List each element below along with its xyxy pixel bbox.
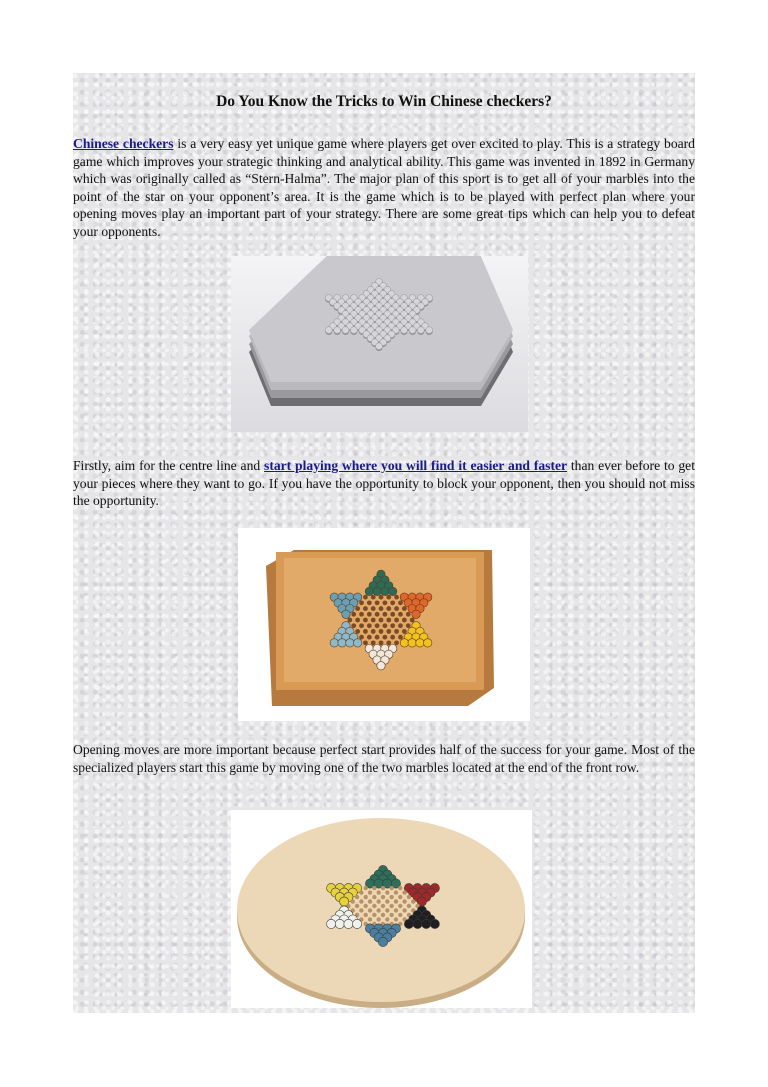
- marble: [413, 919, 422, 928]
- marble: [353, 639, 361, 647]
- marble: [398, 623, 403, 628]
- marble: [376, 917, 380, 921]
- marble: [363, 595, 368, 600]
- marble: [363, 640, 368, 645]
- marble: [406, 623, 411, 628]
- marble: [368, 890, 372, 894]
- marble: [411, 899, 415, 903]
- marble: [402, 890, 406, 894]
- marble: [364, 895, 368, 899]
- marble: [338, 639, 346, 647]
- marble: [359, 600, 364, 605]
- marble: [379, 640, 384, 645]
- marble: [352, 919, 361, 928]
- marble: [426, 327, 433, 334]
- marble: [375, 635, 380, 640]
- marble: [367, 635, 372, 640]
- marble: [355, 618, 360, 623]
- marble: [364, 886, 368, 890]
- marble: [407, 904, 411, 908]
- marble: [342, 327, 349, 334]
- marble: [398, 635, 403, 640]
- marble: [359, 635, 364, 640]
- marble: [371, 629, 376, 634]
- marble: [376, 908, 380, 912]
- marble: [371, 640, 376, 645]
- marble: [344, 919, 353, 928]
- paragraph-tips: [73, 457, 695, 510]
- marble: [401, 327, 408, 334]
- document-page: [73, 73, 695, 1013]
- marble: [389, 913, 393, 917]
- marble: [376, 890, 380, 894]
- marble: [371, 618, 376, 623]
- marble: [389, 886, 393, 890]
- marble: [406, 612, 411, 617]
- marble: [417, 327, 424, 334]
- marble: [398, 612, 403, 617]
- marble: [364, 913, 368, 917]
- marble: [382, 600, 387, 605]
- marble: [350, 327, 357, 334]
- marble: [402, 606, 407, 611]
- marble: [402, 629, 407, 634]
- marble: [386, 618, 391, 623]
- marble: [398, 895, 402, 899]
- marble: [375, 623, 380, 628]
- marble: [373, 587, 381, 595]
- marble: [359, 623, 364, 628]
- marble: [402, 899, 406, 903]
- marble: [334, 327, 341, 334]
- marble: [385, 917, 389, 921]
- marble: [355, 629, 360, 634]
- marble: [368, 917, 372, 921]
- marble: [359, 612, 364, 617]
- marble: [386, 595, 391, 600]
- marble: [394, 618, 399, 623]
- article-title: Do You Know the Tricks to Win Chinese checkers?: [216, 93, 552, 110]
- marble: [375, 600, 380, 605]
- marble: [378, 937, 387, 946]
- marble: [381, 587, 389, 595]
- marble: [394, 629, 399, 634]
- marble: [385, 908, 389, 912]
- marble: [400, 639, 408, 647]
- marble: [408, 639, 416, 647]
- paragraph-tips-text-before: Firstly, aim for the centre line and: [73, 458, 265, 473]
- marble: [394, 890, 398, 894]
- marble: [385, 899, 389, 903]
- marble: [389, 904, 393, 908]
- marble: [381, 886, 385, 890]
- paragraph-intro-text: is a very easy yet unique game where players get over excited to play. This is a strategy board game which improves your strategic thinking and analytical ability. This game was invented in 1892 in Germany which was originally called as “Stern-Halma”. The major plan of this sport is to get all of your marbles into the point of the star on your opponent’s area. It is the game which is to be played with perfect plan where your opening moves play an important part of your strategy. There are some great tips which can help you to defeat your opponents.: [73, 136, 695, 239]
- marble: [367, 623, 372, 628]
- marble: [402, 618, 407, 623]
- marble: [363, 618, 368, 623]
- marble: [367, 600, 372, 605]
- marble: [416, 639, 424, 647]
- marble: [382, 635, 387, 640]
- marble: [342, 610, 350, 618]
- marble: [398, 904, 402, 908]
- marble: [430, 919, 439, 928]
- marble: [359, 890, 363, 894]
- marble: [394, 640, 399, 645]
- marble: [381, 913, 385, 917]
- marble: [422, 919, 431, 928]
- marble: [394, 917, 398, 921]
- marble: [390, 635, 395, 640]
- marble: [410, 618, 415, 623]
- marble: [363, 629, 368, 634]
- marble: [409, 327, 416, 334]
- marble: [355, 904, 359, 908]
- marble: [372, 913, 376, 917]
- marble: [355, 606, 360, 611]
- marble: [364, 904, 368, 908]
- marble: [379, 618, 384, 623]
- marble: [375, 612, 380, 617]
- marble: [351, 612, 356, 617]
- marble: [368, 899, 372, 903]
- marble: [388, 587, 396, 595]
- marble: [381, 904, 385, 908]
- marble: [398, 913, 402, 917]
- paragraph-opening-moves: Opening moves are more important because perfect start provides half of the success for your game. Most of the specialized players start this game by moving one of the two marbles located at the end of the front row.: [73, 742, 695, 775]
- marble: [407, 895, 411, 899]
- marble: [372, 886, 376, 890]
- marble: [351, 623, 356, 628]
- marble: [386, 629, 391, 634]
- marble: [424, 639, 432, 647]
- marble: [386, 606, 391, 611]
- marble: [365, 587, 373, 595]
- marble: [386, 640, 391, 645]
- marble: [398, 886, 402, 890]
- marble: [382, 612, 387, 617]
- marble: [402, 908, 406, 912]
- paragraph-intro: [73, 135, 695, 241]
- marble: [359, 899, 363, 903]
- marble: [398, 600, 403, 605]
- marble: [351, 899, 355, 903]
- marble: [377, 662, 385, 670]
- marble: [379, 595, 384, 600]
- start-playing-link[interactable]: start playing where you will find it easier and faster: [264, 458, 568, 473]
- marble: [379, 606, 384, 611]
- marble: [371, 595, 376, 600]
- gray-star-board-image: [231, 256, 528, 432]
- marble: [390, 600, 395, 605]
- marble: [379, 629, 384, 634]
- marble: [359, 908, 363, 912]
- marble: [376, 343, 383, 350]
- paragraph-tips-text-after: than ever before to get your pieces where they want to go. If you have the opportunity to block your opponent, then you should not miss the opportunity.: [73, 458, 695, 509]
- marble: [389, 895, 393, 899]
- marble: [382, 623, 387, 628]
- marble: [327, 919, 336, 928]
- marble: [363, 606, 368, 611]
- marble: [347, 618, 352, 623]
- marble: [335, 919, 344, 928]
- marble: [330, 639, 338, 647]
- marble: [394, 595, 399, 600]
- marble: [368, 908, 372, 912]
- marble: [385, 890, 389, 894]
- marble: [394, 606, 399, 611]
- marble: [372, 895, 376, 899]
- marble: [371, 606, 376, 611]
- marble: [412, 610, 420, 618]
- marble: [390, 623, 395, 628]
- marble: [376, 899, 380, 903]
- marble: [325, 327, 332, 334]
- marble: [381, 895, 385, 899]
- marble: [404, 919, 413, 928]
- marble: [394, 899, 398, 903]
- marble: [346, 639, 354, 647]
- round-wooden-board-image: [231, 810, 532, 1008]
- wooden-star-board-image: [238, 528, 530, 721]
- marble: [372, 904, 376, 908]
- marble: [390, 612, 395, 617]
- chinese-checkers-link[interactable]: Chinese checkers: [73, 136, 174, 151]
- marble: [394, 908, 398, 912]
- marble: [355, 895, 359, 899]
- marble: [367, 612, 372, 617]
